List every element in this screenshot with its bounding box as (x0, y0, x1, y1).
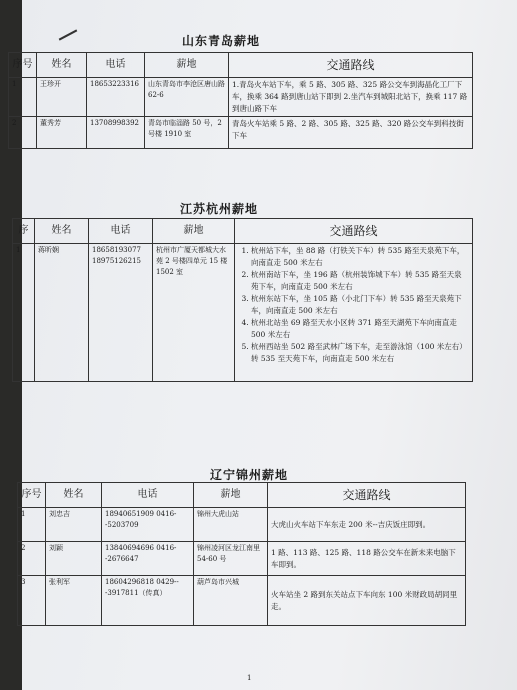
cell-phone: 18604296818 0429---3917811（传真） (102, 576, 194, 626)
cell-name: 张利军 (46, 576, 102, 626)
cell-index: 2 (18, 542, 46, 576)
cell-address: 葫芦岛市兴城 (194, 576, 268, 626)
table-shandong (8, 52, 473, 149)
header-phone: 电话 (87, 53, 145, 78)
document-page (12, 0, 517, 690)
route-item: 4. 杭州北站坐 69 路至天水小区转 371 路至天湖苑下车向南直走 500 米左右 (251, 317, 469, 341)
cell-route: 青岛火车站乘 5 路、2 路、305 路、325 路、320 路公交车到科技街下车 (229, 117, 473, 149)
cell-address: 杭州市广厦天都城大水苑 2 号楼四单元 15 楼 1502 室 (153, 244, 235, 382)
table-row (9, 117, 473, 149)
cell-index: 3 (18, 576, 46, 626)
header-index: 序号 (18, 483, 46, 508)
table-row (13, 244, 473, 382)
cell-route-list (235, 244, 473, 382)
cell-name: 刘颖 (46, 542, 102, 576)
cell-index: 1 (9, 78, 37, 117)
route-item: 3. 杭州东站下车，坐 105 路（小北门下车）转 535 路至天泉苑下车，向南直走 500 米左右 (251, 293, 469, 317)
table-header-row (9, 53, 473, 78)
table-header-row (18, 483, 466, 508)
section-title-jiangsu: 江苏杭州薪地 (180, 202, 259, 216)
header-index: 序号 (9, 53, 37, 78)
route-item: 1. 杭州站下车，坐 88 路（打铁关下车）转 535 路至天泉苑下车，向南直走 500 米左右 (251, 245, 469, 269)
cell-address: 锦州凌河区龙江南里 54-60 号 (194, 542, 268, 576)
header-address: 薪地 (145, 53, 229, 78)
cell-phone: 13840694696 0416--2676647 (102, 542, 194, 576)
cell-name: 蒋昕娴 (35, 244, 89, 382)
section-title-shandong: 山东青岛薪地 (182, 34, 261, 48)
cell-index: 1 (13, 244, 35, 382)
cell-route: 大虎山火车站下车东走 200 米--吉庆饭庄即到。 (268, 508, 466, 542)
table-liaoning (17, 482, 466, 626)
header-address: 薪地 (194, 483, 268, 508)
table-header-row (13, 219, 473, 244)
cell-address: 锦州大虎山站 (194, 508, 268, 542)
page-number: 1 (247, 674, 252, 682)
route-item: 5. 杭州西站坐 502 路至武林广场下车，走至游泳馆（100 米左右）转 535 至天苑下车，向南直走 500 米左右 (251, 341, 469, 365)
table-jiangsu (12, 218, 473, 382)
cell-name: 王珍开 (37, 78, 87, 117)
table-row (18, 542, 466, 576)
header-name: 姓名 (46, 483, 102, 508)
section-title-liaoning: 辽宁锦州薪地 (210, 468, 289, 482)
header-address: 薪地 (153, 219, 235, 244)
cell-phone: 13708998392 (87, 117, 145, 149)
cell-name: 董秀芳 (37, 117, 87, 149)
header-name: 姓名 (35, 219, 89, 244)
cell-route: 1 路、113 路、125 路、118 路公交车在新未来电脑下车即到。 (268, 542, 466, 576)
header-route: 交通路线 (235, 219, 473, 244)
table-row (18, 576, 466, 626)
pen-mark (59, 29, 78, 40)
header-route: 交通路线 (268, 483, 466, 508)
cell-phone: 18653223316 (87, 78, 145, 117)
cell-phone: 18940651909 0416--5203709 (102, 508, 194, 542)
table-row (9, 78, 473, 117)
table-row (18, 508, 466, 542)
header-phone: 电话 (89, 219, 153, 244)
cell-route: 火车站坐 2 路到东关站点下车向东 100 米财政局胡同里走。 (268, 576, 466, 626)
cell-address: 山东青岛市李沧区唐山路 62-6 (145, 78, 229, 117)
cell-route: 1.青岛火车站下车，乘 5 路、305 路、325 路公交车到海晶化工厂下车，换乘 364 路到唐山站下即到 2.坐汽车到城阳北站下，换乘 117 路到唐山路下车 (229, 78, 473, 117)
route-item: 2. 杭州南站下车，坐 196 路（杭州装饰城下车）转 535 路至天泉苑下车，向南直走 500 米左右 (251, 269, 469, 293)
header-index: 序 (13, 219, 35, 244)
cell-address: 青岛市临淄路 50 号，2 号楼 1910 室 (145, 117, 229, 149)
header-name: 姓名 (37, 53, 87, 78)
cell-index: 1 (18, 508, 46, 542)
cell-index: 2 (9, 117, 37, 149)
cell-name: 刘忠吉 (46, 508, 102, 542)
header-route: 交通路线 (229, 53, 473, 78)
header-phone: 电话 (102, 483, 194, 508)
cell-phone: 18658193077 18975126215 (89, 244, 153, 382)
